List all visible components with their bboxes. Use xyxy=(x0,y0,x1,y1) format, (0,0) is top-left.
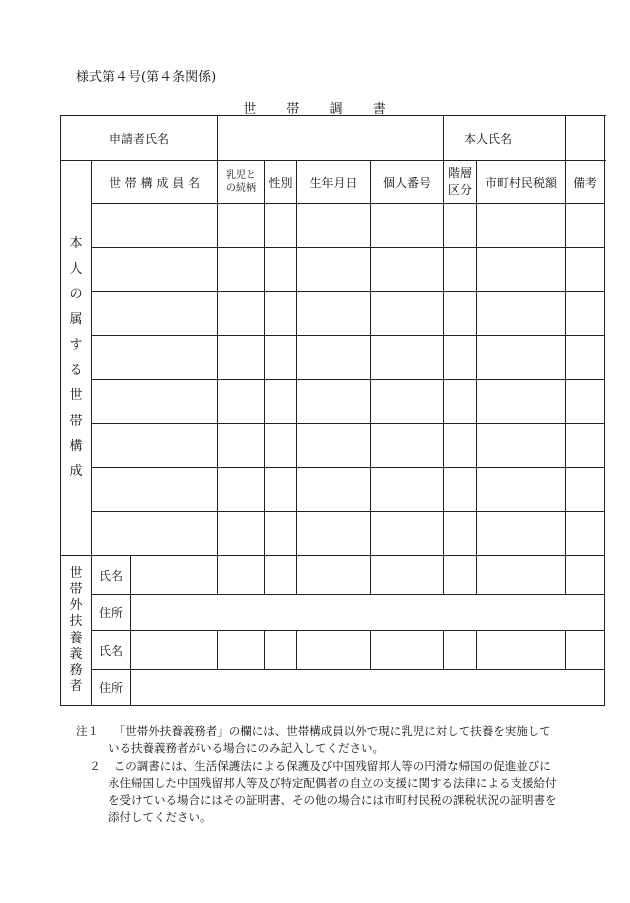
header-sex: 性別 xyxy=(265,161,297,204)
remarks-cell[interactable] xyxy=(566,380,605,424)
applicant-name-field[interactable] xyxy=(218,116,444,161)
outside-name-cell[interactable] xyxy=(131,631,218,670)
personal-number-cell[interactable] xyxy=(371,336,444,380)
tax-amount-cell[interactable] xyxy=(477,292,566,336)
birthdate-cell[interactable] xyxy=(297,468,371,512)
household-survey-table xyxy=(60,115,605,706)
outside-side-label: 世 帯 外 扶 養 義 務 者 xyxy=(61,556,92,706)
sex-cell[interactable] xyxy=(265,248,297,292)
member-row xyxy=(61,336,605,380)
member-row xyxy=(61,380,605,424)
remarks-cell[interactable] xyxy=(566,336,605,380)
relation-cell[interactable] xyxy=(218,336,265,380)
header-class: 階層 区分 xyxy=(444,161,477,204)
notes xyxy=(76,723,596,827)
member-row xyxy=(61,248,605,292)
member-row xyxy=(61,468,605,512)
note-number: ２ xyxy=(89,758,101,773)
class-cell[interactable] xyxy=(444,336,477,380)
class-cell[interactable] xyxy=(444,468,477,512)
birthdate-cell[interactable] xyxy=(297,292,371,336)
birthdate-cell[interactable] xyxy=(297,380,371,424)
personal-number-cell[interactable] xyxy=(371,292,444,336)
self-name-label: 本人氏名 xyxy=(444,116,566,161)
tax-amount-cell[interactable] xyxy=(477,424,566,468)
relation-cell[interactable] xyxy=(218,204,265,248)
remarks-cell[interactable] xyxy=(566,292,605,336)
sex-cell[interactable] xyxy=(265,292,297,336)
member-name-cell[interactable] xyxy=(92,292,218,336)
title-char: 世 xyxy=(243,102,258,117)
tax-amount-cell[interactable] xyxy=(477,248,566,292)
member-name-cell[interactable] xyxy=(92,424,218,468)
outside-name-label: 氏名 xyxy=(92,556,131,595)
remarks-cell[interactable] xyxy=(566,512,605,556)
birthdate-cell[interactable] xyxy=(297,248,371,292)
sex-cell[interactable] xyxy=(265,204,297,248)
member-name-cell[interactable] xyxy=(92,380,218,424)
header-tax-amount: 市町村民税額 xyxy=(477,161,566,204)
relation-cell[interactable] xyxy=(218,468,265,512)
sex-cell[interactable] xyxy=(265,556,297,595)
member-row xyxy=(61,424,605,468)
relation-cell[interactable] xyxy=(218,248,265,292)
relation-cell[interactable] xyxy=(218,631,265,670)
class-cell[interactable] xyxy=(444,631,477,670)
header-member-name: 世 帯 構 成 員 名 xyxy=(92,161,218,204)
relation-cell[interactable] xyxy=(218,556,265,595)
personal-number-cell[interactable] xyxy=(371,631,444,670)
outside-address-label: 住所 xyxy=(92,595,131,631)
class-cell[interactable] xyxy=(444,380,477,424)
outside-name-row xyxy=(61,556,605,595)
birthdate-cell[interactable] xyxy=(297,424,371,468)
birthdate-cell[interactable] xyxy=(297,631,371,670)
relation-cell[interactable] xyxy=(218,424,265,468)
outside-address-label: 住所 xyxy=(92,670,131,706)
class-cell[interactable] xyxy=(444,512,477,556)
birthdate-cell[interactable] xyxy=(297,204,371,248)
applicant-row xyxy=(61,116,605,161)
birthdate-cell[interactable] xyxy=(297,556,371,595)
tax-amount-cell[interactable] xyxy=(477,556,566,595)
member-name-cell[interactable] xyxy=(92,336,218,380)
remarks-cell[interactable] xyxy=(566,424,605,468)
class-cell[interactable] xyxy=(444,248,477,292)
header-personal-number: 個人番号 xyxy=(371,161,444,204)
member-name-cell[interactable] xyxy=(92,468,218,512)
personal-number-cell[interactable] xyxy=(371,512,444,556)
tax-amount-cell[interactable] xyxy=(477,336,566,380)
note-text: 「世帯外扶養義務者」の欄には、世帯構成員以外で現に乳児に対して扶養を実施して いる扶養義務者がいる場合にのみ記入してください。 xyxy=(108,724,551,756)
outside-address-row xyxy=(61,670,605,706)
member-name-cell[interactable] xyxy=(92,248,218,292)
tax-amount-cell[interactable] xyxy=(477,204,566,248)
birthdate-cell[interactable] xyxy=(297,512,371,556)
self-name-field[interactable] xyxy=(566,116,605,161)
outside-address-cell[interactable] xyxy=(131,670,605,706)
sex-cell[interactable] xyxy=(265,468,297,512)
member-name-cell[interactable] xyxy=(92,512,218,556)
relation-cell[interactable] xyxy=(218,380,265,424)
header-relation: 乳児と の続柄 xyxy=(218,161,265,204)
outside-name-label: 氏名 xyxy=(92,631,131,670)
personal-number-cell[interactable] xyxy=(371,248,444,292)
tax-amount-cell[interactable] xyxy=(477,468,566,512)
sex-cell[interactable] xyxy=(265,424,297,468)
member-row xyxy=(61,204,605,248)
relation-cell[interactable] xyxy=(218,512,265,556)
personal-number-cell[interactable] xyxy=(371,468,444,512)
remarks-cell[interactable] xyxy=(566,631,605,670)
note-text: この調書には、生活保護法による保護及び中国残留邦人等の円滑な帰国の促進並びに 永住帰国した中国残留邦人等及び特定配偶者の自立の支援に関する法律による支援給付 を受けている場合にはその証明書、その他の場合には市町村民税の課税状況の証明書を 添付してください。 xyxy=(108,758,557,825)
outside-address-cell[interactable] xyxy=(131,595,605,631)
member-name-cell[interactable] xyxy=(92,204,218,248)
form-number: 様式第４号(第４条関係) xyxy=(76,70,217,85)
note-1 xyxy=(76,723,596,758)
household-side-label: 本 人 の 属 す る 世 帯 構 成 xyxy=(61,161,92,556)
header-birthdate: 生年月日 xyxy=(297,161,371,204)
member-row xyxy=(61,512,605,556)
sex-cell[interactable] xyxy=(265,512,297,556)
personal-number-cell[interactable] xyxy=(371,204,444,248)
class-cell[interactable] xyxy=(444,556,477,595)
title-char: 書 xyxy=(372,102,387,117)
outside-name-cell[interactable] xyxy=(131,556,218,595)
outside-address-row xyxy=(61,595,605,631)
outside-name-row xyxy=(61,631,605,670)
class-cell[interactable] xyxy=(444,292,477,336)
tax-amount-cell[interactable] xyxy=(477,512,566,556)
class-cell[interactable] xyxy=(444,204,477,248)
tax-amount-cell[interactable] xyxy=(477,631,566,670)
tax-amount-cell[interactable] xyxy=(477,380,566,424)
member-row xyxy=(61,292,605,336)
personal-number-cell[interactable] xyxy=(371,424,444,468)
note-number: 注１ xyxy=(76,724,99,738)
note-2 xyxy=(76,758,596,827)
remarks-cell[interactable] xyxy=(566,248,605,292)
applicant-name-label: 申請者氏名 xyxy=(61,116,218,161)
household-header-row xyxy=(61,161,605,204)
personal-number-cell[interactable] xyxy=(371,380,444,424)
remarks-cell[interactable] xyxy=(566,204,605,248)
title-char: 調 xyxy=(329,102,344,117)
sex-cell[interactable] xyxy=(265,631,297,670)
remarks-cell[interactable] xyxy=(566,468,605,512)
sex-cell[interactable] xyxy=(265,336,297,380)
birthdate-cell[interactable] xyxy=(297,336,371,380)
title-char: 帯 xyxy=(286,102,301,117)
relation-cell[interactable] xyxy=(218,292,265,336)
header-remarks: 備考 xyxy=(566,161,605,204)
class-cell[interactable] xyxy=(444,424,477,468)
sex-cell[interactable] xyxy=(265,380,297,424)
remarks-cell[interactable] xyxy=(566,556,605,595)
personal-number-cell[interactable] xyxy=(371,556,444,595)
